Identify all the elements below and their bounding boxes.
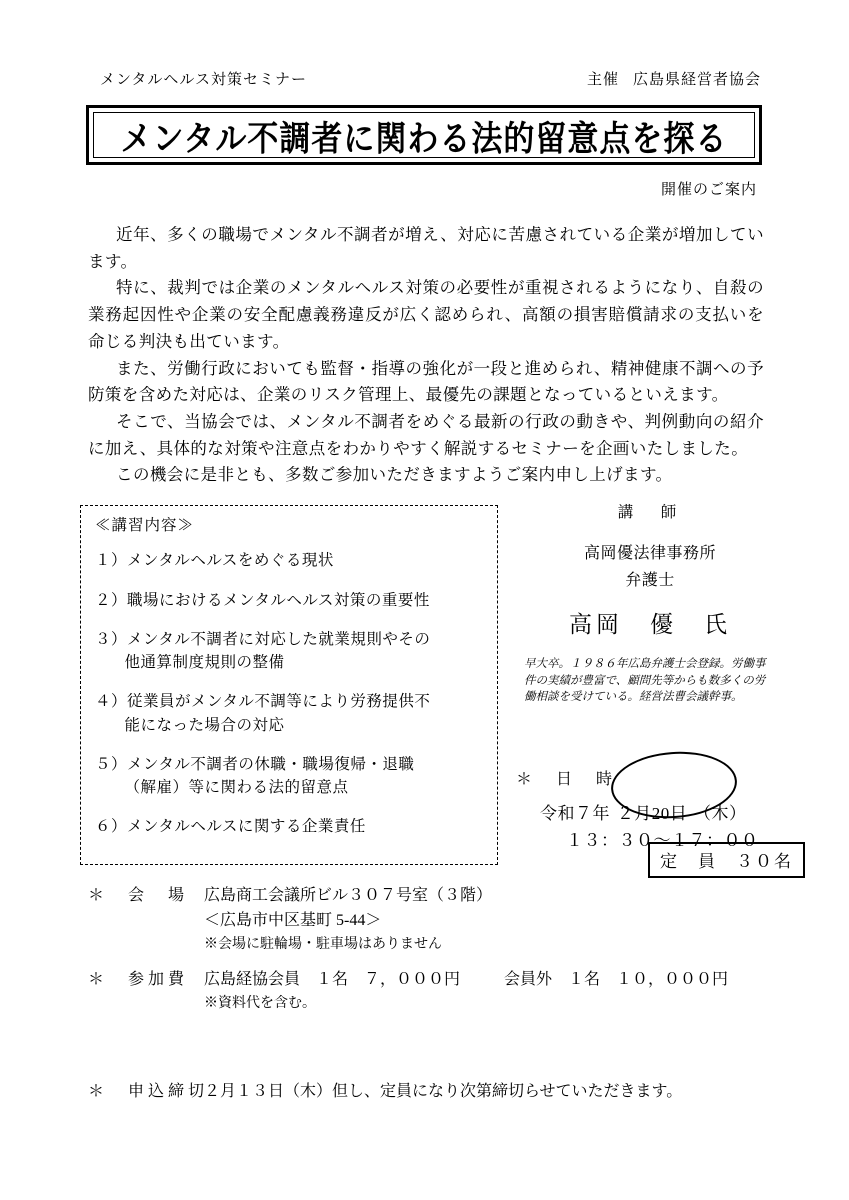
contents-item-line1: ３）メンタル不調者に対応した就業規則やその [95,630,431,648]
contents-item-line1: １）メンタルヘルスをめぐる現状 [95,552,334,570]
fee-nonmember: 会員外 １名 １０，０００円 [504,971,729,988]
list-item [95,589,487,612]
venue-body [204,884,788,955]
date-month-day: ２月20日 [616,804,688,823]
contents-heading: ≪講習内容≫ [95,517,195,534]
deadline-label: ＊ 申込締切 [88,1083,209,1100]
contents-item-line1: ６）メンタルヘルスに関する企業責任 [95,818,366,836]
title-subtitle: 開催のご案内 [660,182,757,198]
deadline-text: ２月１３日（木）但し、定員になり次第締切らせていただきます。 [204,1083,683,1100]
lecturer-name: 高岡 優 氏 [569,612,731,637]
sponsor-label: 主催 [586,72,619,88]
venue-label: ＊ 会 場 [88,887,189,904]
capacity-badge: 定 員 ３０名 [648,842,805,878]
list-item [95,690,487,737]
deadline-row [88,1080,788,1105]
contents-item-line2: 能になった場合の対応 [124,716,285,734]
venue-note: ※会場に駐輪場・駐車場はありません [204,936,442,952]
venue-address-detail: ＜広島市中区基町 5-44＞ [204,911,382,929]
venue-section [88,884,788,955]
seminar-contents-box [80,505,498,865]
contents-item-line1: ４）従業員がメンタル不調等により労務提供不 [95,693,431,711]
title-box-inner [93,112,755,158]
header-seminar-series: メンタルヘルス対策セミナー [100,72,307,88]
fee-label: ＊ 参加費 [88,971,189,988]
date-weekday: （木） [694,804,747,823]
list-item [95,815,487,838]
list-item [95,753,487,800]
venue-row [88,884,788,955]
sponsor-name: 広島県経営者協会 [632,72,761,88]
fee-amounts [204,968,788,993]
contents-item-line1: ２）職場におけるメンタルヘルス対策の重要性 [95,591,430,609]
venue-address-main: 広島商工会議所ビル３０７号室（３階） [204,887,493,904]
contents-item-line2: 他通算制度規則の整備 [124,654,285,671]
list-item [95,549,487,572]
list-item [95,628,487,675]
body-paragraph: この機会に是非とも、多数ご参加いただきますようご案内申し上げます。 [116,465,673,485]
fee-member: 広島経協会員 １名 ７，０００円 [204,971,461,988]
date-label: ＊ 日 時 [516,771,617,788]
body-paragraph: 近年、多くの職場でメンタル不調者が増え、対応に苦慮されている企業が増加しています。 [88,225,764,271]
body-paragraph: 特に、裁判では企業のメンタルヘルス対策の必要性が重視されるようになり、自殺の業務起因性や企業の安全配慮義務違反が広く認められ、高額の損害賠償請求の支払いを命じる判決も出ています。 [88,278,764,351]
fee-row [88,968,788,1014]
lecturer-bio: 早大卒。１９８６年広島弁護士会登録。労働事件の実績が豊富で、顧問先等からも数多くの労働相談を受けている。経営法曹会議幹事。 [524,656,766,704]
title-box [86,105,762,165]
fee-body [204,968,788,1014]
fee-section [88,968,788,1014]
contents-item-line1: ５）メンタル不調者の休職・職場復帰・退職 [95,755,415,773]
date-time-range: １３：３０～１７：００ [566,831,759,850]
lecturer-role: 弁護士 [625,572,675,589]
contents-item-line2: （解雇）等に関わる法的留意点 [124,779,349,796]
lecturer-heading: 講 師 [617,504,683,521]
document-header [100,68,761,89]
date-era-year: 令和７年 [540,804,610,823]
body-paragraph: また、労働行政においても監督・指導の強化が一段と進められ、精神健康不調への予防策を含めた対応は、企業のリスク管理上、最優先の課題となっているといえます。 [88,358,764,405]
lecturer-office: 高岡優法律事務所 [583,545,716,562]
header-sponsor [587,68,761,89]
page-title: メンタル不調者に関わる法的留意点を探る [120,118,728,160]
deadline-section [88,1080,788,1105]
body-text [88,222,764,489]
body-paragraph: そこで、当協会では、メンタル不調者をめぐる最新の行政の動きや、判例動向の紹介に加え、具体的な対策や注意点をわかりやすく解説するセミナーを企画いたしました。 [88,412,764,458]
lecturer-section [520,500,780,705]
contents-list [95,549,487,838]
fee-note: ※資料代を含む。 [204,995,316,1011]
